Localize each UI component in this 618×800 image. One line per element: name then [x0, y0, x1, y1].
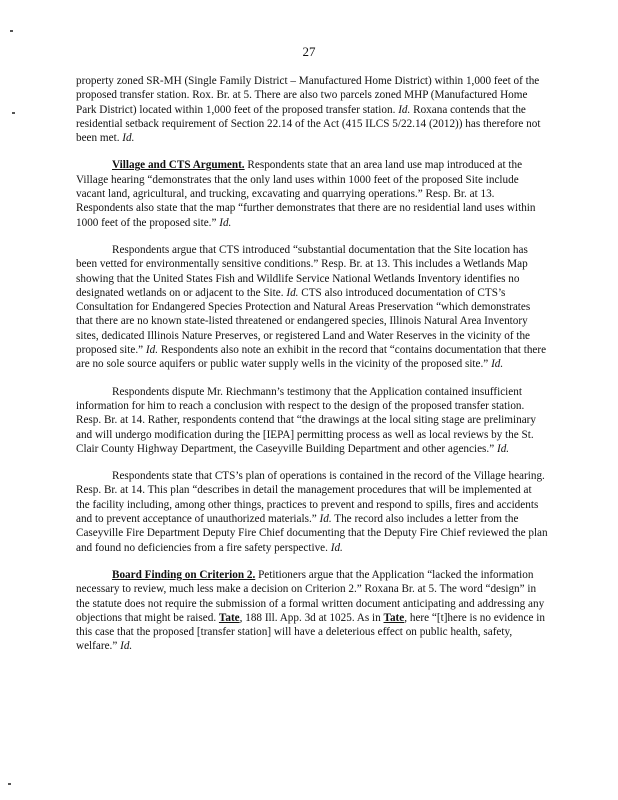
scan-mark: [8, 783, 11, 785]
paragraph-text: Respondents argue that CTS introduced “substantial documentation that the Site location has been vetted for environmentally sensitive conditions.” Resp. Br. at 13. This includes a Wetlands Map showing that the United States Fish and Wildlife Service National Wetlands Inventory identifies no designated wetlands on or adjacent to the Site.: [76, 243, 528, 299]
citation: Id.: [491, 358, 504, 371]
paragraph-text: CTS also introduced documentation of CTS’s Consultation for Endangered Species Protection and Natural Areas Preservation “which demonstrates that there are no known state-listed threatened or endangered species, Illinois Natural Area Inventory sites, dedicated Illinois Nature Preserves, or registered Land and Water Reserves in the vicinity of the proposed site.”: [76, 286, 531, 357]
paragraph-text: Respondents state that CTS’s plan of operations is contained in the record of the Village hearing. Resp. Br. at 14. This plan “describes in detail the management procedures that will be implemented at the facility including, among other things, practices to prevent and respond to spills, fires and accidents and to prevent acceptance of unauthorized materials.”: [76, 470, 545, 526]
paragraph-text: Respondents also note an exhibit in the record that “contains documentation that there are no sole source aquifers or public water supply wells in the vicinity of the proposed site.”: [76, 344, 547, 371]
paragraph-village-cts-argument: [76, 158, 548, 229]
section-heading: Board Finding on Criterion 2.: [112, 568, 256, 581]
paragraph-plan-of-operations: [76, 469, 548, 555]
citation: Id.: [319, 513, 332, 526]
citation: Id.: [398, 103, 411, 116]
paragraph-board-finding: [76, 568, 548, 654]
paragraph-text: Roxana contends that the residential setback requirement of Section 22.14 of the Act (415 ILCS 5/22.14 (2012)) has therefore not been met.: [76, 103, 541, 145]
paragraph-text: The record also includes a letter from the Caseyville Fire Department Deputy Fire Chief documenting that the Deputy Fire Chief reviewed the plan and found no deficiencies from a fire safety perspective.: [76, 513, 548, 554]
paragraph-text: Respondents dispute Mr. Riechmann’s testimony that the Application contained insufficient information for him to reach a conclusion with respect to the design of the proposed transfer station. Resp. Br. at 14. Rather, respondents contend that “the drawings at the local siting stage are preliminary and will undergo modification during the [IEPA] permitting process as well as local reviews by the St. Clair County Highway Department, the Caseyville Building Department and other agencies.”: [76, 385, 536, 455]
citation: Id.: [145, 344, 159, 357]
paragraph-design-dispute: [76, 385, 548, 456]
citation: Id.: [120, 640, 133, 653]
paragraph-text: , here “[t]here is no evidence in this case that the proposed [transfer station] will have a deleterious effect on public health, safety, welfare.”: [76, 611, 545, 653]
scan-mark: [10, 30, 13, 32]
case-citation: Tate: [383, 611, 405, 624]
page-number: 27: [302, 44, 316, 59]
citation: Id.: [496, 442, 510, 455]
paragraph-text: Petitioners argue that the Application “lacked the information necessary to review, much less make a decision on Criterion 2.” Roxana Br. at 5. The word “design” in the statute does not require the submission of a formal written document anticipating and addressing any objections that might be raised.: [76, 568, 545, 624]
citation: Id.: [286, 286, 299, 299]
paragraph-text: , 188 Ill. App. 3d at 1025. As in: [239, 611, 384, 624]
paragraph-environmental: [76, 243, 548, 372]
paragraph-text: property zoned SR-MH (Single Family District – Manufactured Home District) within 1,000 feet of the proposed transfer station. Rox. Br. at 5. There are also two parcels zoned MHP (Manufactured Home Park District) located within 1,000 feet of the proposed transfer station.: [76, 75, 540, 116]
case-citation: Tate: [218, 611, 240, 624]
scan-mark: [12, 112, 15, 114]
citation: Id.: [219, 216, 232, 229]
paragraph-setback: [76, 74, 548, 145]
document-body: [76, 74, 548, 667]
paragraph-text: Respondents state that an area land use map introduced at the Village hearing “demonstrates that the only land uses within 1000 feet of the proposed Site include vacant land, agricultural, and trucking, excavating and quarrying operations.” Resp. Br. at 13. Respondents also state that the map “further demonstrates that there are no residential land uses within 1000 feet of the proposed site.”: [76, 159, 536, 229]
section-heading: Village and CTS Argument.: [112, 159, 245, 172]
citation: Id.: [330, 541, 343, 554]
citation: Id.: [122, 132, 135, 145]
